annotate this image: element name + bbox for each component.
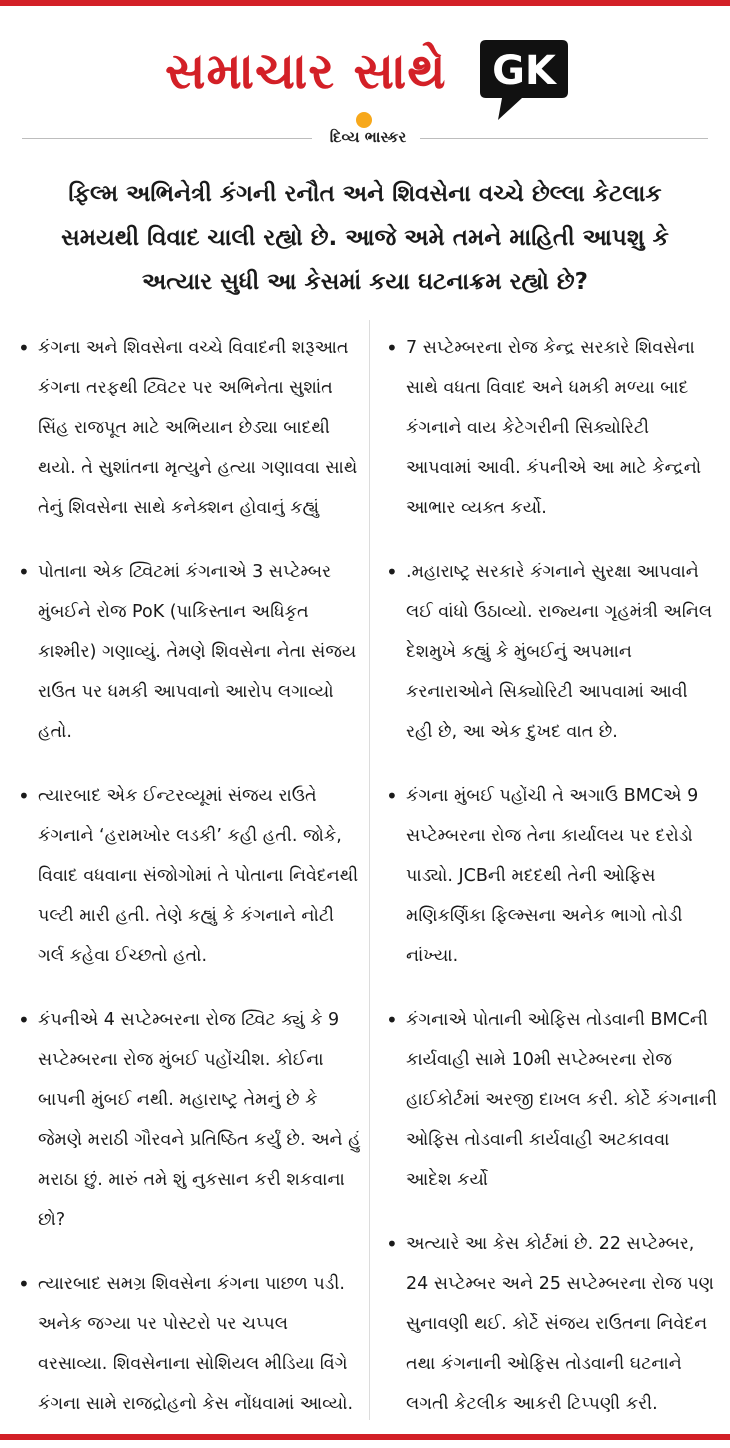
bullet-icon: • [386,784,398,808]
item-text: કંગનાએ પોતાની ઓફિસ તોડવાની BMCની કાર્યવાહી સામે 10મી સપ્ટેમ્બરના રોજ હાઈકોર્ટમાં અરજી દાખલ કરી. કોર્ટે કંગનાની ઓફિસ તોડવાની કાર્યવાહી અટકાવવા આદેશ કર્યો [406,1010,717,1190]
speech-bubble-icon [478,36,570,124]
list-item [16,1264,362,1424]
item-text: કંપનીએ 4 સપ્ટેમ્બરના રોજ ટ્વિટ ક્યું કે 9 સપ્ટેમ્બરના રોજ મુંબઈ પહોંચીશ. કોઈના બાપની મુંબઈ નથી. મહારાષ્ટ્ર તેમનું છે કે જેમણે મરાઠી ગૌરવને પ્રતિષ્ઠિત કર્યું છે. અને હું મરાઠા છું. મારું તમે શું નુકસાન કરી શકવાના છો? [38,1010,361,1230]
item-text: .મહારાષ્ટ્ર સરકારે કંગનાને સુરક્ષા આપવાને લઈ વાંધો ઉઠાવ્યો. રાજ્યના ગૃહમંત્રી અનિલ દેશમુખે કહ્યું કે મુંબઈનું અપમાન કરનારાઓને સિક્યોરિટી આપવામાં આવી રહી છે, આ એક દુખદ વાત છે. [406,562,713,742]
bullet-icon: • [18,1272,30,1296]
right-column [384,328,718,1448]
item-text: 7 સપ્ટેમ્બરના રોજ કેન્દ્ર સરકારે શિવસેના સાથે વધતા વિવાદ અને ધમકી મળ્યા બાદ કંગનાને વાય કેટેગરીની સિક્યોરિટી આપવામાં આવી. કંપનીએ આ માટે કેન્દ્રનો આભાર વ્યક્ત કર્યો. [406,338,702,518]
bullet-icon: • [18,784,30,808]
item-text: પોતાના એક ટ્વિટમાં કંગનાએ 3 સપ્ટેમ્બર મુંબઈને રોજ PoK (પાકિસ્તાન અધિકૃત કાશ્મીર) ગણાવ્યું. તેમણે શિવસેના નેતા સંજય રાઉત પર ધમકી આપવાનો આરોપ લગાવ્યો હતો. [38,562,357,742]
item-text: અત્યારે આ કેસ કોર્ટમાં છે. 22 સપ્ટેમ્બર, 24 સપ્ટેમ્બર અને 25 સપ્ટેમ્બરના રોજ પણ સુનાવણી થઈ. કોર્ટે સંજય રાઉતના નિવેદન તથા કંગનાની ઓફિસ તોડવાની ઘટનાને લગતી કેટલીક આકરી ટિપ્પણી કરી. [406,1234,714,1414]
top-accent-bar [0,0,730,6]
item-text: કંગના મુંબઈ પહોંચી તે અગાઉ BMCએ 9 સપ્ટેમ્બરના રોજ તેના કાર્યાલય પર દરોડો પાડ્યો. JCBની મદદથી તેની ઓફિસ મણિકર્ણિકા ફિલ્મ્સના અનેક ભાગો તોડી નાંખ્યા. [406,786,699,966]
bullet-icon: • [18,560,30,584]
item-text: ત્યારબાદ એક ઈન્ટરવ્યૂમાં સંજય રાઉતે કંગનાને ‘હરામખોર લડકી’ કહી હતી. જોકે, વિવાદ વધવાના સંજોગોમાં તે પોતાના નિવેદનથી પલ્ટી મારી હતી. તેણે કહ્યું કે કંગનાને નોટી ગર્લ કહેવા ઈચ્છતો હતો. [38,786,359,966]
sun-icon [356,112,372,128]
item-text: ત્યારબાદ સમગ્ર શિવસેના કંગના પાછળ પડી. અનેક જગ્યા પર પોસ્ટરો પર ચપ્પલ વરસાવ્યા. શિવસેનાના સોશિયલ મીડિયા વિંગે કંગના સામે રાજદ્રોહનો કેસ નોંધવામાં આવ્યો. [38,1274,354,1414]
left-column [16,328,362,1448]
list-item [16,552,362,752]
list-item [16,1000,362,1240]
bullet-icon: • [386,336,398,360]
header-divider-left [22,138,312,139]
page-title: સમાચાર સાથે [165,42,447,100]
bullet-icon: • [386,560,398,584]
item-text: કંગના અને શિવસેના વચ્ચે વિવાદની શરૂઆત કંગના તરફથી ટ્વિટર પર અભિનેતા સુશાંત સિંહ રાજપૂત માટે અભિયાન છેડ્યા બાદથી થયો. તે સુશાંતના મૃત્યુને હત્યા ગણાવવા સાથે તેનું શિવસેના સાથે કનેક્શન હોવાનું કહ્યું [38,338,358,518]
column-divider [369,320,370,1420]
list-item [384,552,718,752]
publisher-name: દિવ્ય ભાસ્કર [329,128,407,146]
bullet-icon: • [386,1232,398,1256]
bullet-icon: • [386,1008,398,1032]
header [0,30,730,120]
list-item [384,776,718,976]
intro-text: ફિલ્મ અભિનેત્રી કંગની રનૌત અને શિવસેના વચ્ચે છેલ્લા કેટલાક સમયથી વિવાદ ચાલી રહ્યો છે. આજે અમે તમને માહિતી આપશુ કે અત્યાર સુધી આ કેસમાં કયા ઘટનાક્રમ રહ્યો છે? [61,181,669,295]
list-item [384,328,718,528]
header-divider-right [420,138,708,139]
list-item [384,1224,718,1424]
bullet-icon: • [18,336,30,360]
list-item [16,776,362,976]
list-item [16,328,362,528]
list-item [384,1000,718,1200]
gk-speech-bubble-badge [478,36,570,124]
bottom-accent-bar [0,1434,730,1440]
bullet-icon: • [18,1008,30,1032]
publisher-logo [318,112,418,152]
badge-label: GK [492,48,556,94]
